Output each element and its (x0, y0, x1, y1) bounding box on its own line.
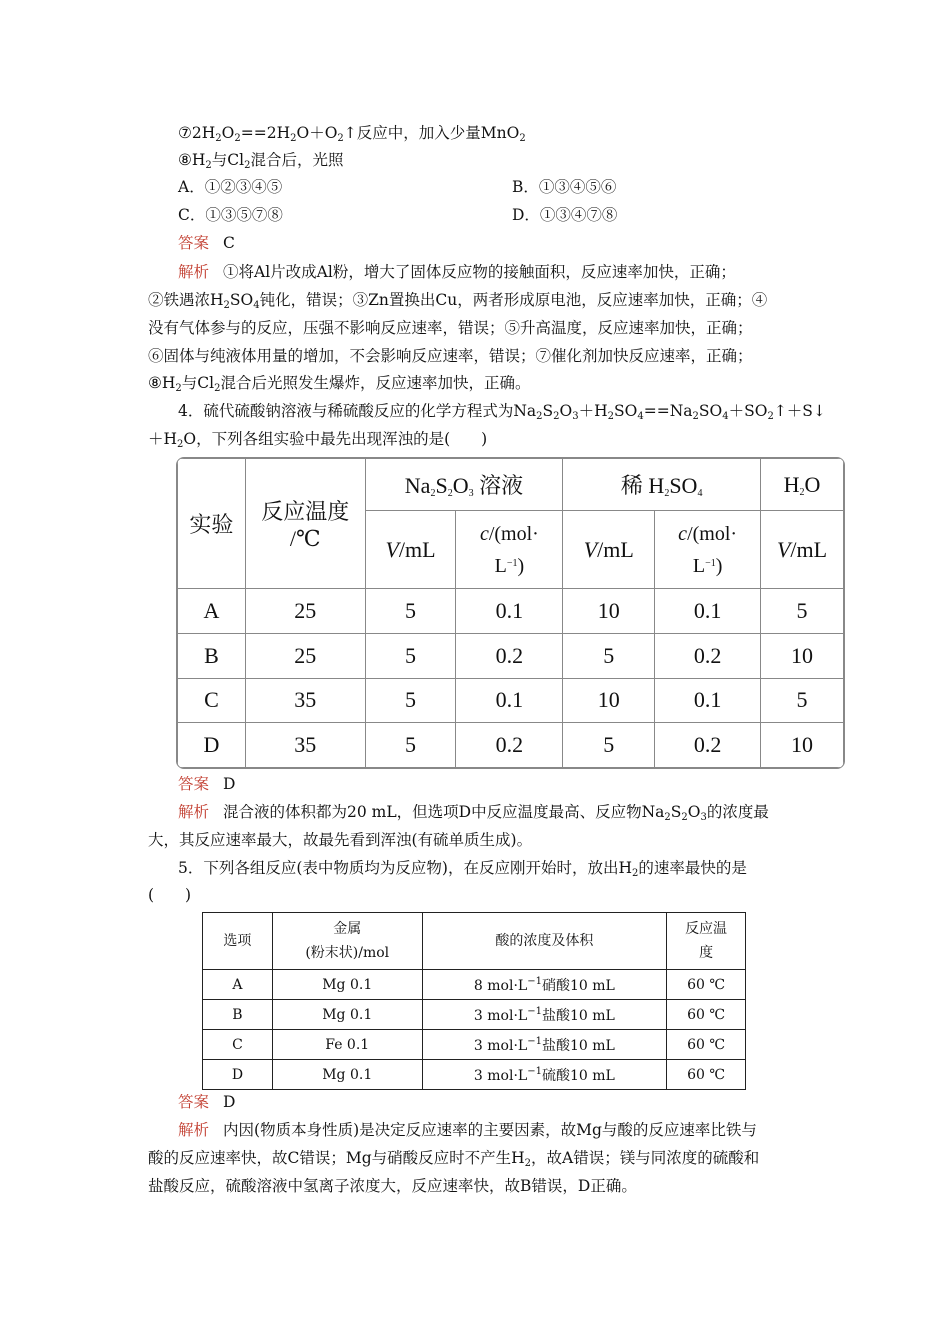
header-h2so4: 稀 $H_2SO_4$ (563, 459, 761, 511)
experiment-table (176, 457, 845, 769)
header-h2o: $H_2O$ (761, 459, 844, 511)
analysis-line: ⑥固体与纯液体用量的增加，不会影响反应速率，错误；⑦催化剂加快反应速率，正确； (148, 347, 753, 365)
table-cell: 0.2 (456, 633, 563, 678)
answer-value: D (223, 1093, 236, 1111)
table-cell: 60 ℃ (667, 1030, 746, 1060)
table-cell: 35 (245, 678, 365, 723)
choice-b: B．①③④⑤⑥ (512, 178, 617, 196)
analysis-line: 大，其反应速率最大，故最先看到浑浊(有硫单质生成)。 (148, 831, 533, 849)
analysis-line: 解析 内因(物质本身性质)是决定反应速率的主要因素，故Mg与酸的反应速率比铁与 (178, 1121, 757, 1139)
header-concentration: c/(mol· $L^{-1}$) (456, 511, 563, 589)
choice-d: D．①③④⑦⑧ (512, 206, 618, 224)
choice-c: C．①③⑤⑦⑧ (178, 206, 283, 224)
table-cell: C (178, 678, 246, 723)
header-temperature: 反应温 度 (667, 913, 746, 970)
table-cell: 60 ℃ (667, 1060, 746, 1090)
analysis-label: 解析 (178, 803, 210, 821)
analysis-line: ②铁遇浓$H_2SO_4$钝化，错误；③Zn置换出Cu，两者形成原电池，反应速率加快，正确；④ (148, 291, 768, 311)
table-cell: 10 (761, 723, 844, 768)
table-cell: 0.1 (456, 678, 563, 723)
choices-row-1 (178, 174, 838, 200)
option-item-8: $⑧H_2$与$Cl_2$混合后，光照 (178, 151, 344, 171)
header-concentration: c/(mol· $L^{-1}$) (655, 511, 761, 589)
reaction-table (202, 912, 746, 1090)
header-acid: 酸的浓度及体积 (422, 913, 667, 970)
table-cell: 60 ℃ (667, 970, 746, 1000)
analysis-line: 酸的反应速率快，故C错误；Mg与硝酸反应时不产生$H_2$，故A错误；镁与同浓度的硫酸和 (148, 1149, 760, 1169)
table-cell: 5 (563, 633, 655, 678)
table-cell: Fe 0.1 (272, 1030, 422, 1060)
table-cell: 5 (761, 589, 844, 634)
header-metal: 金属 (粉末状)/mol (272, 913, 422, 970)
table-row (178, 589, 844, 634)
answer-label: 答案 (178, 775, 210, 793)
analysis-label: 解析 (178, 1121, 210, 1139)
table-row (178, 678, 844, 723)
analysis-line: $⑧H_2$与$Cl_2$混合后光照发生爆炸，反应速率加快，正确。 (148, 374, 531, 394)
table-cell: 25 (245, 633, 365, 678)
header-volume: V/mL (365, 511, 456, 589)
header-experiment: 实验 (178, 459, 246, 589)
table-cell: 0.2 (456, 723, 563, 768)
analysis-line: 盐酸反应，硫酸溶液中氢离子浓度大，反应速率快，故B错误，D正确。 (148, 1177, 637, 1195)
table-cell: 25 (245, 589, 365, 634)
table-cell: A (178, 589, 246, 634)
table-cell: 5 (761, 678, 844, 723)
table-row (203, 1000, 746, 1030)
table-cell: Mg 0.1 (272, 1060, 422, 1090)
table-cell: Mg 0.1 (272, 970, 422, 1000)
question-stem: 5．下列各组反应(表中物质均为反应物)，在反应刚开始时，放出$H_2$的速率最快的是 (178, 859, 747, 879)
table-cell: 3 $mol\cdot L^{-1}$盐酸10 mL (422, 1030, 667, 1060)
header-na2s2o3: $Na_2S_2O_3$ 溶液 (365, 459, 563, 511)
choice-a: A．①②③④⑤ (178, 178, 283, 196)
table-cell: 0.2 (655, 723, 761, 768)
table-cell: Mg 0.1 (272, 1000, 422, 1030)
analysis-line: 解析 ①将Al片改成Al粉，增大了固体反应物的接触面积，反应速率加快，正确； (178, 263, 736, 281)
table-cell: 10 (761, 633, 844, 678)
table-cell: 0.1 (655, 589, 761, 634)
table-row (203, 970, 746, 1000)
table-cell: A (203, 970, 273, 1000)
table-cell: 35 (245, 723, 365, 768)
table-cell: 0.1 (456, 589, 563, 634)
answer-line (178, 1089, 838, 1115)
table-cell: C (203, 1030, 273, 1060)
question-stem: ( ) (148, 886, 192, 904)
table-cell: 5 (365, 633, 456, 678)
answer-value: D (223, 775, 236, 793)
table-cell: 3 $mol\cdot L^{-1}$盐酸10 mL (422, 1000, 667, 1030)
analysis-label: 解析 (178, 263, 210, 281)
table-cell: D (203, 1060, 273, 1090)
table-cell: 3 $mol\cdot L^{-1}$硫酸10 mL (422, 1060, 667, 1090)
answer-label: 答案 (178, 1093, 210, 1111)
header-volume: V/mL (761, 511, 844, 589)
table-cell: 5 (365, 723, 456, 768)
header-volume: V/mL (563, 511, 655, 589)
table-cell: 10 (563, 589, 655, 634)
question-stem: 4．硫代硫酸钠溶液与稀硫酸反应的化学方程式为$Na_2S_2O_3+H_2SO_4==Na_2SO_4+SO_2↑+S↓$ (178, 402, 826, 422)
question-stem: $+H_2O$，下列各组实验中最先出现浑浊的是( ) (148, 430, 488, 450)
table-row (203, 1030, 746, 1060)
analysis-line: 没有气体参与的反应，压强不影响反应速率，错误；⑤升高温度，反应速率加快，正确； (148, 319, 753, 337)
table-row (178, 723, 844, 768)
table-cell: B (203, 1000, 273, 1030)
table-cell: 60 ℃ (667, 1000, 746, 1030)
table-cell: B (178, 633, 246, 678)
header-option: 选项 (203, 913, 273, 970)
answer-value: C (223, 234, 235, 252)
answer-line (178, 771, 838, 797)
answer-label: 答案 (178, 234, 210, 252)
table-cell: 0.2 (655, 633, 761, 678)
table-cell: 5 (365, 678, 456, 723)
header-temperature: 反应温度 /℃ (245, 459, 365, 589)
table-cell: 8 $mol\cdot L^{-1}$硝酸10 mL (422, 970, 667, 1000)
analysis-line: 解析 混合液的体积都为20 mL，但选项D中反应温度最高、反应物$Na_2S_2O_3$的浓度最 (178, 803, 769, 823)
table-row (203, 1060, 746, 1090)
answer-line (178, 230, 838, 256)
table-cell: 0.1 (655, 678, 761, 723)
table-cell: 5 (365, 589, 456, 634)
table-row (178, 633, 844, 678)
table-cell: 10 (563, 678, 655, 723)
choices-row-2 (178, 202, 838, 228)
table-cell: 5 (563, 723, 655, 768)
table-cell: D (178, 723, 246, 768)
option-item-7: $⑦2H_2O_2==2H_2O+O_2↑$反应中，加入少量MnO$_2$ (178, 124, 526, 144)
